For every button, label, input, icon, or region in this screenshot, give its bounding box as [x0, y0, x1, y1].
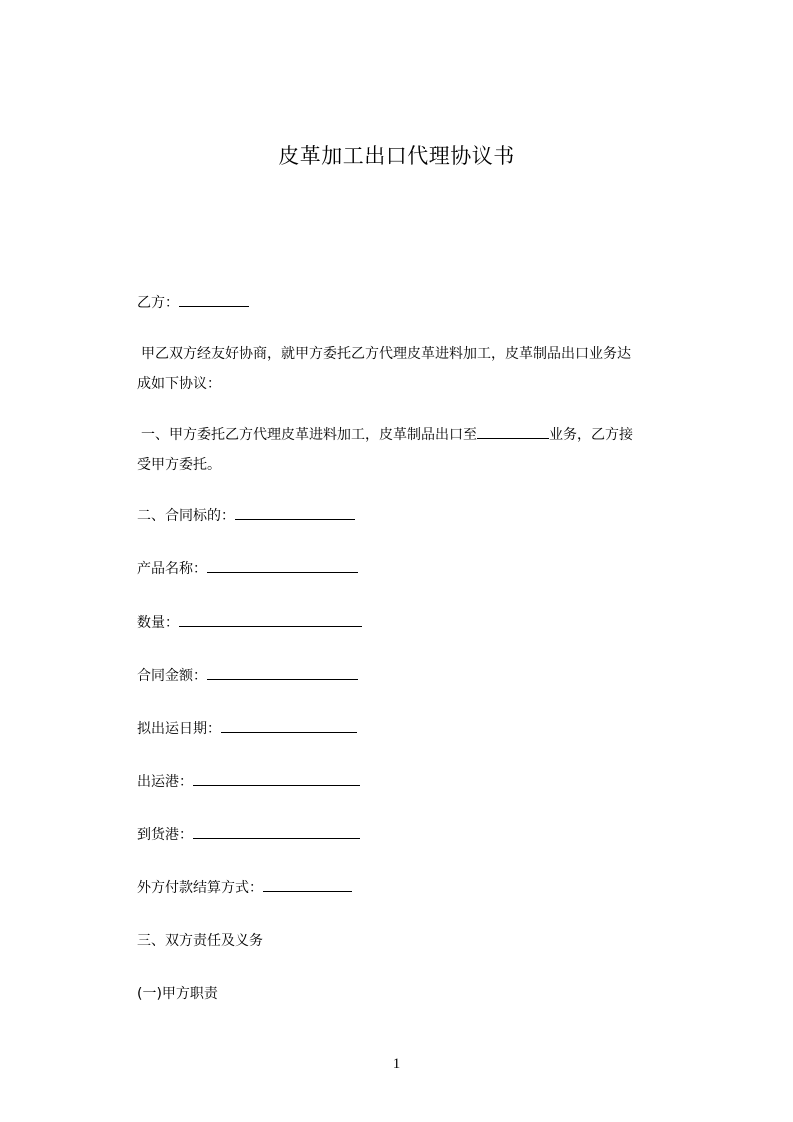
payment-method-blank [263, 877, 352, 892]
clause-1-text-before: 一、甲方委托乙方代理皮革进料加工，皮革制品出口至 [141, 427, 477, 443]
clause-2-blank [235, 505, 355, 520]
port-of-shipment-label: 出运港： [137, 774, 193, 790]
port-of-arrival-line [137, 824, 360, 845]
contract-amount-label: 合同金额： [137, 668, 207, 684]
intro-paragraph [137, 339, 707, 399]
clause-1-line-2: 受甲方委托。 [137, 457, 221, 473]
port-of-arrival-blank [193, 824, 360, 839]
intro-line-2: 成如下协议： [137, 376, 221, 392]
quantity-blank [179, 612, 362, 627]
quantity-label: 数量： [137, 615, 179, 631]
clause-1-paragraph [137, 420, 707, 480]
clause-1-destination-blank [477, 424, 549, 439]
port-of-arrival-label: 到货港： [137, 827, 193, 843]
planned-ship-date-line [137, 718, 357, 739]
payment-method-label: 外方付款结算方式： [137, 880, 263, 896]
party-b-label: 乙方： [137, 295, 179, 311]
page-number: 1 [392, 1056, 401, 1072]
planned-ship-date-label: 拟出运日期： [137, 721, 221, 737]
product-name-label: 产品名称： [137, 561, 207, 577]
contract-amount-blank [207, 665, 358, 680]
port-of-shipment-line [137, 771, 360, 792]
port-of-shipment-blank [193, 771, 360, 786]
quantity-line [137, 612, 362, 633]
clause-1-text-after: 业务，乙方接 [549, 427, 633, 443]
subsection-1-heading: (一)甲方职责 [137, 986, 218, 1002]
party-b-blank [179, 292, 249, 307]
clause-3-heading: 三、双方责任及义务 [137, 933, 263, 949]
document-title: 皮革加工出口代理协议书 [278, 144, 515, 168]
product-name-blank [207, 558, 358, 573]
clause-2-line [137, 505, 355, 526]
planned-ship-date-blank [221, 718, 357, 733]
party-b-line [137, 292, 249, 313]
contract-amount-line [137, 665, 358, 686]
clause-1-line-1 [137, 420, 707, 450]
clause-2-label: 二、合同标的： [137, 508, 235, 524]
payment-method-line [137, 877, 352, 898]
product-name-line [137, 558, 358, 579]
intro-line-1: 甲乙双方经友好协商，就甲方委托乙方代理皮革进料加工，皮革制品出口业务达 [141, 346, 631, 362]
